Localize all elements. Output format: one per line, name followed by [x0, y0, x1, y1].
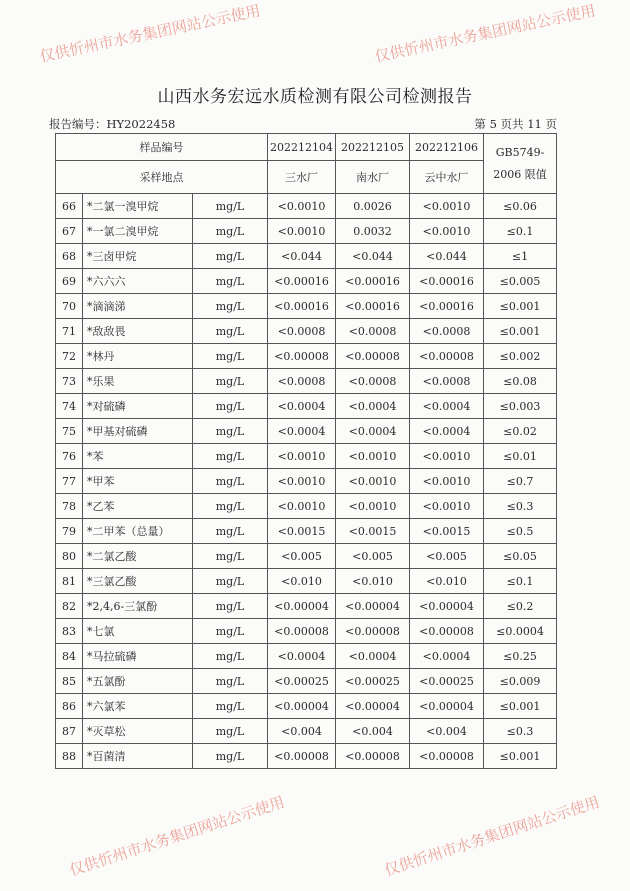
table-row: [56, 394, 557, 419]
value-site-2: <0.044: [336, 244, 410, 269]
table-row: [56, 294, 557, 319]
limit-value: ≤0.005: [484, 269, 557, 294]
value-site-3: <0.0015: [410, 519, 484, 544]
item-number: 80: [56, 544, 83, 569]
value-site-1: <0.00004: [268, 594, 336, 619]
header-row-sample-no: [56, 134, 557, 161]
sample-no-1: 202212104: [268, 134, 336, 161]
item-number: 76: [56, 444, 83, 469]
item-name: *五氯酚: [83, 669, 193, 694]
value-site-1: <0.0008: [268, 319, 336, 344]
value-site-1: <0.00004: [268, 694, 336, 719]
value-site-1: <0.00008: [268, 344, 336, 369]
item-number: 84: [56, 644, 83, 669]
value-site-3: <0.00008: [410, 344, 484, 369]
value-site-3: <0.00008: [410, 619, 484, 644]
table-row: [56, 444, 557, 469]
item-name: *六氯苯: [83, 694, 193, 719]
table-row: [56, 494, 557, 519]
unit: mg/L: [193, 294, 268, 319]
item-name: *滴滴涕: [83, 294, 193, 319]
value-site-1: <0.0004: [268, 644, 336, 669]
table-row: [56, 219, 557, 244]
watermark: 仅供忻州市水务集团网站公示使用: [373, 1, 597, 66]
value-site-3: <0.00004: [410, 594, 484, 619]
value-site-3: <0.00004: [410, 694, 484, 719]
item-number: 71: [56, 319, 83, 344]
sample-no-3: 202212106: [410, 134, 484, 161]
unit: mg/L: [193, 419, 268, 444]
value-site-1: <0.0010: [268, 494, 336, 519]
limit-value: ≤0.003: [484, 394, 557, 419]
table-row: [56, 419, 557, 444]
site-1: 三水厂: [268, 161, 336, 194]
watermark: 仅供忻州市水务集团网站公示使用: [382, 792, 602, 880]
limit-value: ≤0.08: [484, 369, 557, 394]
value-site-1: <0.00008: [268, 744, 336, 769]
value-site-1: <0.0004: [268, 419, 336, 444]
value-site-1: <0.044: [268, 244, 336, 269]
item-name: *六六六: [83, 269, 193, 294]
value-site-2: <0.0015: [336, 519, 410, 544]
report-title: 山西水务宏远水质检测有限公司检测报告: [157, 87, 473, 107]
item-name: *马拉硫磷: [83, 644, 193, 669]
page-info: 第 5 页共 11 页: [474, 117, 557, 131]
value-site-3: <0.010: [410, 569, 484, 594]
site-2: 南水厂: [336, 161, 410, 194]
unit: mg/L: [193, 669, 268, 694]
table-row: [56, 644, 557, 669]
unit: mg/L: [193, 394, 268, 419]
value-site-2: <0.010: [336, 569, 410, 594]
site-label: 采样地点: [56, 161, 268, 194]
value-site-3: <0.0010: [410, 444, 484, 469]
unit: mg/L: [193, 194, 268, 219]
table-row: [56, 469, 557, 494]
item-name: *百菌清: [83, 744, 193, 769]
limit-value: ≤0.001: [484, 694, 557, 719]
unit: mg/L: [193, 444, 268, 469]
unit: mg/L: [193, 519, 268, 544]
item-number: 87: [56, 719, 83, 744]
value-site-3: <0.0010: [410, 469, 484, 494]
limit-value: ≤0.2: [484, 594, 557, 619]
item-name: *敌敌畏: [83, 319, 193, 344]
value-site-1: <0.00008: [268, 619, 336, 644]
value-site-2: <0.00008: [336, 619, 410, 644]
value-site-3: <0.0010: [410, 219, 484, 244]
value-site-2: <0.0010: [336, 469, 410, 494]
value-site-1: <0.010: [268, 569, 336, 594]
item-name: *三氯乙酸: [83, 569, 193, 594]
limit-value: ≤0.002: [484, 344, 557, 369]
value-site-1: <0.0010: [268, 194, 336, 219]
item-number: 69: [56, 269, 83, 294]
limit-label: GB5749-2006 限值: [484, 134, 557, 194]
unit: mg/L: [193, 694, 268, 719]
item-name: *甲苯: [83, 469, 193, 494]
value-site-1: <0.00016: [268, 269, 336, 294]
table-row: [56, 669, 557, 694]
value-site-2: <0.00008: [336, 344, 410, 369]
unit: mg/L: [193, 319, 268, 344]
value-site-2: <0.00004: [336, 594, 410, 619]
item-number: 68: [56, 244, 83, 269]
value-site-2: 0.0032: [336, 219, 410, 244]
unit: mg/L: [193, 719, 268, 744]
limit-value: ≤0.3: [484, 494, 557, 519]
value-site-1: <0.0010: [268, 469, 336, 494]
sample-no-label: 样品编号: [56, 134, 268, 161]
limit-value: ≤0.5: [484, 519, 557, 544]
value-site-1: <0.0004: [268, 394, 336, 419]
item-number: 86: [56, 694, 83, 719]
limit-value: ≤0.05: [484, 544, 557, 569]
item-number: 88: [56, 744, 83, 769]
value-site-2: <0.00025: [336, 669, 410, 694]
limit-value: ≤0.0004: [484, 619, 557, 644]
item-number: 73: [56, 369, 83, 394]
table-row: [56, 719, 557, 744]
table-row: [56, 544, 557, 569]
item-number: 74: [56, 394, 83, 419]
limit-value: ≤0.1: [484, 569, 557, 594]
value-site-2: <0.00004: [336, 694, 410, 719]
value-site-2: 0.0026: [336, 194, 410, 219]
value-site-2: <0.0004: [336, 644, 410, 669]
value-site-2: <0.00016: [336, 269, 410, 294]
item-name: *2,4,6-三氯酚: [83, 594, 193, 619]
value-site-2: <0.0004: [336, 394, 410, 419]
value-site-1: <0.0010: [268, 444, 336, 469]
limit-value: ≤0.02: [484, 419, 557, 444]
item-number: 83: [56, 619, 83, 644]
item-number: 78: [56, 494, 83, 519]
value-site-3: <0.0008: [410, 369, 484, 394]
limit-value: ≤0.1: [484, 219, 557, 244]
value-site-3: <0.00008: [410, 744, 484, 769]
table-row: [56, 519, 557, 544]
limit-value: ≤0.001: [484, 744, 557, 769]
value-site-2: <0.0010: [336, 444, 410, 469]
value-site-3: <0.0008: [410, 319, 484, 344]
value-site-3: <0.0004: [410, 419, 484, 444]
item-name: *三卤甲烷: [83, 244, 193, 269]
limit-value: ≤0.01: [484, 444, 557, 469]
value-site-1: <0.004: [268, 719, 336, 744]
value-site-3: <0.0004: [410, 644, 484, 669]
sample-no-2: 202212105: [336, 134, 410, 161]
item-number: 70: [56, 294, 83, 319]
unit: mg/L: [193, 469, 268, 494]
value-site-1: <0.0010: [268, 219, 336, 244]
item-number: 75: [56, 419, 83, 444]
unit: mg/L: [193, 619, 268, 644]
table-row: [56, 744, 557, 769]
site-3: 云中水厂: [410, 161, 484, 194]
item-name: *二甲苯（总量）: [83, 519, 193, 544]
watermark: 仅供忻州市水务集团网站公示使用: [38, 1, 262, 66]
value-site-1: <0.00025: [268, 669, 336, 694]
item-name: *对硫磷: [83, 394, 193, 419]
table-row: [56, 194, 557, 219]
value-site-1: <0.0015: [268, 519, 336, 544]
item-name: *七氯: [83, 619, 193, 644]
item-number: 67: [56, 219, 83, 244]
table-row: [56, 619, 557, 644]
item-number: 72: [56, 344, 83, 369]
item-number: 85: [56, 669, 83, 694]
header-row-site: [56, 161, 557, 194]
item-name: *二氯一溴甲烷: [83, 194, 193, 219]
unit: mg/L: [193, 369, 268, 394]
table-row: [56, 244, 557, 269]
item-name: *二氯乙酸: [83, 544, 193, 569]
item-number: 77: [56, 469, 83, 494]
value-site-2: <0.0010: [336, 494, 410, 519]
item-name: *乙苯: [83, 494, 193, 519]
unit: mg/L: [193, 644, 268, 669]
report-number: 报告编号：HY2022458: [49, 117, 176, 131]
value-site-2: <0.00008: [336, 744, 410, 769]
item-number: 66: [56, 194, 83, 219]
unit: mg/L: [193, 544, 268, 569]
value-site-3: <0.0010: [410, 194, 484, 219]
value-site-1: <0.0008: [268, 369, 336, 394]
table-row: [56, 594, 557, 619]
item-name: *灭草松: [83, 719, 193, 744]
limit-value: ≤0.25: [484, 644, 557, 669]
limit-value: ≤0.06: [484, 194, 557, 219]
limit-value: ≤0.001: [484, 294, 557, 319]
limit-value: ≤1: [484, 244, 557, 269]
value-site-3: <0.00016: [410, 269, 484, 294]
value-site-1: <0.005: [268, 544, 336, 569]
item-number: 81: [56, 569, 83, 594]
value-site-3: <0.0004: [410, 394, 484, 419]
table-row: [56, 569, 557, 594]
unit: mg/L: [193, 744, 268, 769]
value-site-2: <0.00016: [336, 294, 410, 319]
unit: mg/L: [193, 494, 268, 519]
value-site-1: <0.00016: [268, 294, 336, 319]
value-site-3: <0.00016: [410, 294, 484, 319]
results-table: [55, 133, 557, 769]
unit: mg/L: [193, 269, 268, 294]
value-site-2: <0.004: [336, 719, 410, 744]
item-name: *林丹: [83, 344, 193, 369]
unit: mg/L: [193, 219, 268, 244]
value-site-3: <0.005: [410, 544, 484, 569]
unit: mg/L: [193, 569, 268, 594]
watermark: 仅供忻州市水务集团网站公示使用: [67, 792, 287, 880]
value-site-3: <0.004: [410, 719, 484, 744]
limit-value: ≤0.7: [484, 469, 557, 494]
item-name: *一氯二溴甲烷: [83, 219, 193, 244]
table-row: [56, 369, 557, 394]
value-site-2: <0.0008: [336, 319, 410, 344]
item-name: *苯: [83, 444, 193, 469]
item-name: *甲基对硫磷: [83, 419, 193, 444]
limit-value: ≤0.001: [484, 319, 557, 344]
unit: mg/L: [193, 344, 268, 369]
limit-value: ≤0.3: [484, 719, 557, 744]
unit: mg/L: [193, 244, 268, 269]
value-site-2: <0.0004: [336, 419, 410, 444]
value-site-3: <0.044: [410, 244, 484, 269]
table-row: [56, 269, 557, 294]
table-row: [56, 694, 557, 719]
table-row: [56, 319, 557, 344]
value-site-2: <0.005: [336, 544, 410, 569]
item-number: 82: [56, 594, 83, 619]
table-row: [56, 344, 557, 369]
value-site-3: <0.0010: [410, 494, 484, 519]
value-site-2: <0.0008: [336, 369, 410, 394]
value-site-3: <0.00025: [410, 669, 484, 694]
item-number: 79: [56, 519, 83, 544]
limit-value: ≤0.009: [484, 669, 557, 694]
item-name: *乐果: [83, 369, 193, 394]
unit: mg/L: [193, 594, 268, 619]
